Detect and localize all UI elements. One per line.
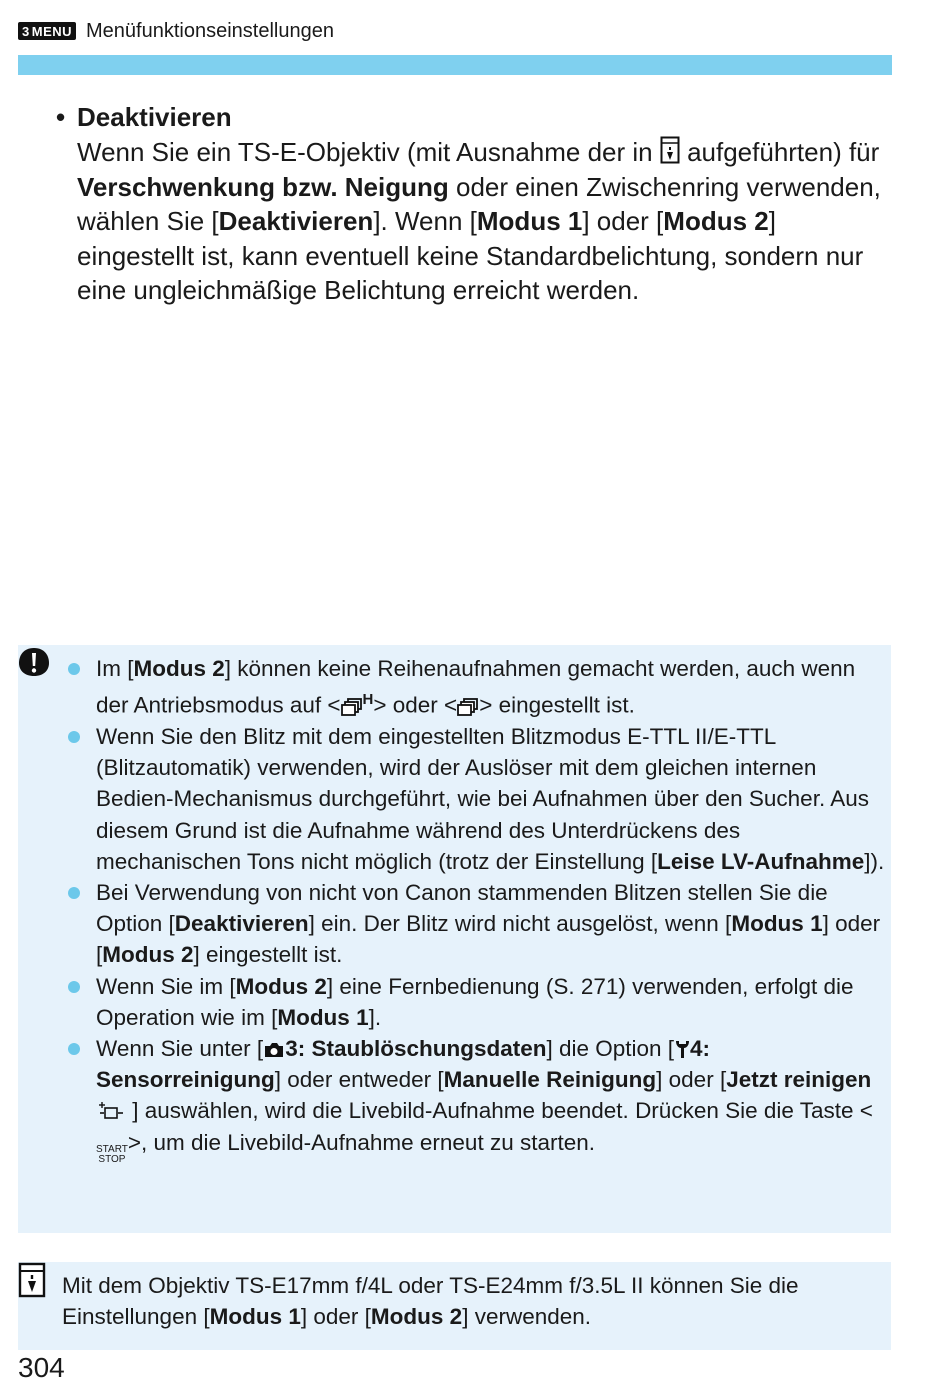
item-text: ] auswählen, wird die Livebild-Aufnahme beendet. Drücken Sie die Taste <: [126, 1098, 873, 1124]
body-text: ] oder [: [582, 206, 664, 237]
item-text: > oder <: [373, 692, 458, 718]
item-bold: Leise LV-Aufnahme: [657, 848, 865, 874]
memo-bold: Modus 2: [370, 1304, 463, 1330]
page-title: Menüfunktionseinstellungen: [86, 19, 334, 42]
body-text: oder einen Zwischenring verwenden, wählen Sie [: [77, 171, 881, 237]
bullet-icon: [68, 981, 80, 993]
item-text: Wenn Sie den Blitz mit dem eingestellten Blitzmodus E-TTL II/E-TTL (Blitzautomatik) verwenden, wird der Auslöser mit dem gleichen internen Bedien-Mechanismus durchgeführt, wie bei Aufnahmen über den Sucher. Aus diesem Grund ist die Aufnahme während des Unterdrückens des mechanischen Tons nicht möglich (trotz der Einstellung [: [96, 723, 869, 874]
item-bold: 3: Staublöschungsdaten: [285, 1035, 547, 1061]
item-text: ] können keine Reihenaufnahmen gemacht werden, auch wenn der Antriebsmodus auf <: [96, 656, 856, 718]
item-bold: Modus 2: [133, 656, 225, 681]
section-bullet: •: [56, 102, 66, 132]
item-bold: Deaktivieren: [174, 911, 309, 937]
item-bold: Manuelle Reinigung: [443, 1067, 657, 1093]
item-text: ].: [368, 1004, 382, 1030]
body-bold: Modus 2: [663, 206, 769, 237]
memo-text-part: ] verwenden.: [462, 1304, 592, 1330]
item-text: ]).: [864, 848, 885, 874]
body-bold: Modus 1: [476, 206, 583, 237]
body-text: ]. Wenn [: [373, 206, 477, 237]
section-body: [77, 135, 896, 308]
item-text: ] eine Fernbedienung (S. 271) verwenden, erfolgt die Operation wie im [: [96, 973, 854, 1030]
item-text: ] oder [: [96, 911, 881, 968]
caution-list: [68, 653, 888, 1165]
bullet-icon: [68, 731, 80, 743]
item-bold: Modus 1: [731, 911, 823, 937]
bullet-icon: [68, 887, 80, 899]
item-bold: Modus 2: [235, 973, 327, 999]
memo-text-part: Mit dem Objektiv TS-E17mm f/4L oder TS-E24mm f/3.5L II können Sie die Einstellungen [: [62, 1273, 799, 1330]
header-accent-bar: [18, 55, 892, 75]
menu-badge-text: MENU: [31, 23, 73, 39]
item-text: Wenn Sie im [: [96, 973, 236, 999]
bullet-icon: [68, 663, 80, 675]
item-text: ] oder entweder [: [274, 1067, 444, 1093]
continuous-shooting-icon: [341, 698, 363, 716]
stop-label: STOP: [98, 1153, 126, 1165]
item-bold: Jetzt reinigen: [726, 1067, 872, 1093]
item-text: ] eingestellt ist.: [193, 942, 343, 968]
memo-text-part: ] oder [: [300, 1304, 371, 1330]
item-text: ] ein. Der Blitz wird nicht ausgelöst, wenn [: [308, 911, 732, 937]
memo-bold: Modus 1: [209, 1304, 301, 1330]
deaktivieren-section: [56, 100, 896, 308]
item-bold: Modus 1: [277, 1004, 369, 1030]
section-heading: [56, 100, 896, 135]
list-item: [68, 877, 888, 971]
item-text: Im [: [96, 656, 134, 681]
list-item: [68, 653, 888, 721]
section-title: Deaktivieren: [77, 102, 232, 132]
body-text: ] eingestellt ist, kann eventuell keine Standardbelichtung, sondern nur eine ungleichmäßige Belichtung erreicht werden.: [77, 206, 864, 306]
body-bold: Verschwenkung bzw. Neigung: [77, 171, 449, 202]
list-item: [68, 971, 888, 1033]
bullet-icon: [68, 1043, 80, 1055]
list-item: [68, 721, 888, 877]
item-text: Bei Verwendung von nicht von Canon stammenden Blitzen stellen Sie die Option [: [96, 879, 828, 937]
body-bold: Deaktivieren: [218, 206, 374, 237]
page-header: [18, 18, 334, 44]
caution-icon: [18, 647, 50, 677]
memo-text: [62, 1270, 882, 1332]
item-bold: 4: Sensorreinigung: [96, 1035, 711, 1093]
menu-badge: [18, 22, 76, 40]
list-item: [68, 1033, 888, 1165]
item-text: ] die Option [: [546, 1035, 675, 1061]
start-label: START: [96, 1143, 128, 1155]
camera-icon: [263, 1041, 285, 1059]
sensor-clean-icon: [96, 1101, 126, 1121]
item-bold: Modus 2: [102, 942, 194, 968]
wrench-icon: [674, 1039, 690, 1059]
continuous-low-icon: [457, 698, 479, 716]
menu-badge-number: 3: [22, 23, 30, 39]
memo-box: [18, 1262, 891, 1350]
item-text: Wenn Sie unter [: [96, 1035, 264, 1061]
page-number: 304: [18, 1352, 65, 1383]
item-text: >, um die Livebild-Aufnahme erneut zu starten.: [127, 1129, 595, 1155]
caution-box: [18, 645, 891, 1233]
memo-icon: [18, 1262, 46, 1298]
start-stop-button-icon: [96, 1145, 128, 1165]
high-speed-suffix: H: [362, 691, 374, 709]
item-text: ] oder [: [656, 1067, 727, 1093]
item-text: > eingestellt ist.: [479, 692, 635, 718]
body-text: aufgeführten) für: [679, 137, 880, 167]
memo-icon: [660, 136, 680, 164]
body-text: Wenn Sie ein TS-E-Objektiv (mit Ausnahme der in: [77, 137, 660, 167]
